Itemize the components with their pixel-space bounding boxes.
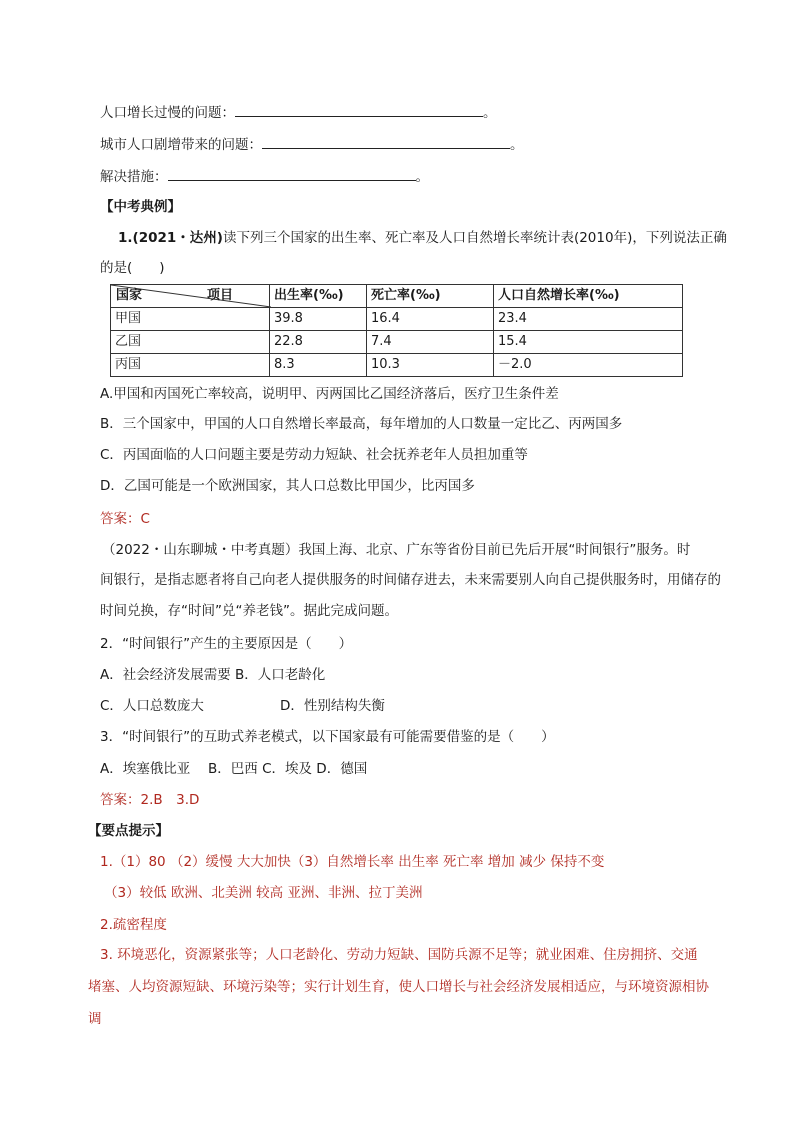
fill-line-label: 城市人口剧增带来的问题：	[100, 137, 262, 153]
fill-line-urban-problem: 城市人口剧增带来的问题： 。	[100, 134, 524, 155]
table-cell: 丙国	[111, 354, 270, 377]
table-cell: 39.8	[270, 308, 367, 331]
table-cell: 15.4	[494, 331, 683, 354]
tip-3-line-3: 调	[88, 1011, 102, 1027]
table-row	[111, 331, 683, 354]
section-header-tips: 【要点提示】	[88, 823, 169, 839]
question-2-option-d: D．性别结构失衡	[280, 698, 385, 714]
answer-blank[interactable]	[168, 166, 416, 181]
tip-3-line-1: 3. 环境恶化，资源紧张等；人口老龄化、劳动力短缺、国防兵源不足等；就业困难、住房拥挤、交通	[100, 947, 698, 963]
table-cell: 16.4	[367, 308, 494, 331]
question-3-options: A．埃塞俄比亚 B．巴西 C．埃及 D．德国	[100, 761, 368, 777]
table-cell: 乙国	[111, 331, 270, 354]
question-1-stem-cont: 的是( )	[100, 260, 165, 276]
table-cell: 22.8	[270, 331, 367, 354]
fill-line-slow-growth: 人口增长过慢的问题： 。	[100, 102, 497, 123]
table-corner-cell: 国家 项目	[111, 285, 270, 308]
table-cell: －2.0	[494, 354, 683, 377]
question-1-answer: 答案：C	[100, 511, 150, 527]
fill-line-label: 人口增长过慢的问题：	[100, 105, 235, 121]
table-cell: 甲国	[111, 308, 270, 331]
question-2-option-c: C．人口总数庞大	[100, 698, 204, 714]
tip-3-line-2: 堵塞、人均资源短缺、环境污染等；实行计划生育，使人口增长与社会经济发展相适应，与环境资源相协	[88, 979, 709, 995]
table-cell: 8.3	[270, 354, 367, 377]
question-1-stem: 1.(2021・达州)读下列三个国家的出生率、死亡率及人口自然增长率统计表(2010年)，下列说法正确	[118, 230, 727, 246]
table-row	[111, 354, 683, 377]
answer-blank[interactable]	[235, 102, 483, 117]
fill-line-label: 解决措施：	[100, 169, 168, 185]
answer-blank[interactable]	[262, 134, 510, 149]
answer-2-3: 答案：2.B 3.D	[100, 792, 200, 808]
material-line-2: 间银行，是指志愿者将自己向老人提供服务的时间储存进去，未来需要别人向自己提供服务时，用储存的	[100, 572, 721, 588]
table-cell: 7.4	[367, 331, 494, 354]
question-1-option-c: C．丙国面临的人口问题主要是劳动力短缺、社会抚养老年人员担加重等	[100, 447, 528, 463]
question-2-options-ab: A．社会经济发展需要 B．人口老龄化	[100, 667, 326, 683]
statistics-table	[110, 284, 683, 377]
question-2-stem: 2．“时间银行”产生的主要原因是（ ）	[100, 636, 353, 652]
question-1-option-b: B．三个国家中，甲国的人口自然增长率最高，每年增加的人口数量一定比乙、丙两国多	[100, 416, 623, 432]
material-line-3: 时间兑换，存“时间”兑“养老钱”。据此完成问题。	[100, 603, 398, 619]
tip-1b: （3）较低 欧洲、北美洲 较高 亚洲、非洲、拉丁美洲	[104, 885, 423, 901]
tip-1: 1.（1）80 （2）缓慢 大大加快（3）自然增长率 出生率 死亡率 增加 减少 保持不变	[100, 854, 605, 870]
table-row	[111, 308, 683, 331]
tip-2: 2.疏密程度	[100, 917, 167, 933]
material-line-1: （2022・山东聊城・中考真题）我国上海、北京、广东等省份目前已先后开展“时间银行”服务。时	[102, 542, 691, 558]
table-cell: 10.3	[367, 354, 494, 377]
table-cell: 23.4	[494, 308, 683, 331]
fill-line-measures: 解决措施： 。	[100, 166, 429, 187]
table-header: 出生率(‰)	[270, 285, 367, 308]
section-header-zhongkao: 【中考典例】	[100, 199, 181, 215]
table-header-row	[111, 285, 683, 308]
question-1-option-d: D．乙国可能是一个欧洲国家，其人口总数比甲国少，比丙国多	[100, 478, 475, 494]
question-3-stem: 3．“时间银行”的互助式养老模式，以下国家最有可能需要借鉴的是（ ）	[100, 729, 555, 745]
table-header: 死亡率(‰)	[367, 285, 494, 308]
table-header: 人口自然增长率(‰)	[494, 285, 683, 308]
question-1-option-a: A.甲国和丙国死亡率较高，说明甲、丙两国比乙国经济落后，医疗卫生条件差	[100, 386, 559, 402]
